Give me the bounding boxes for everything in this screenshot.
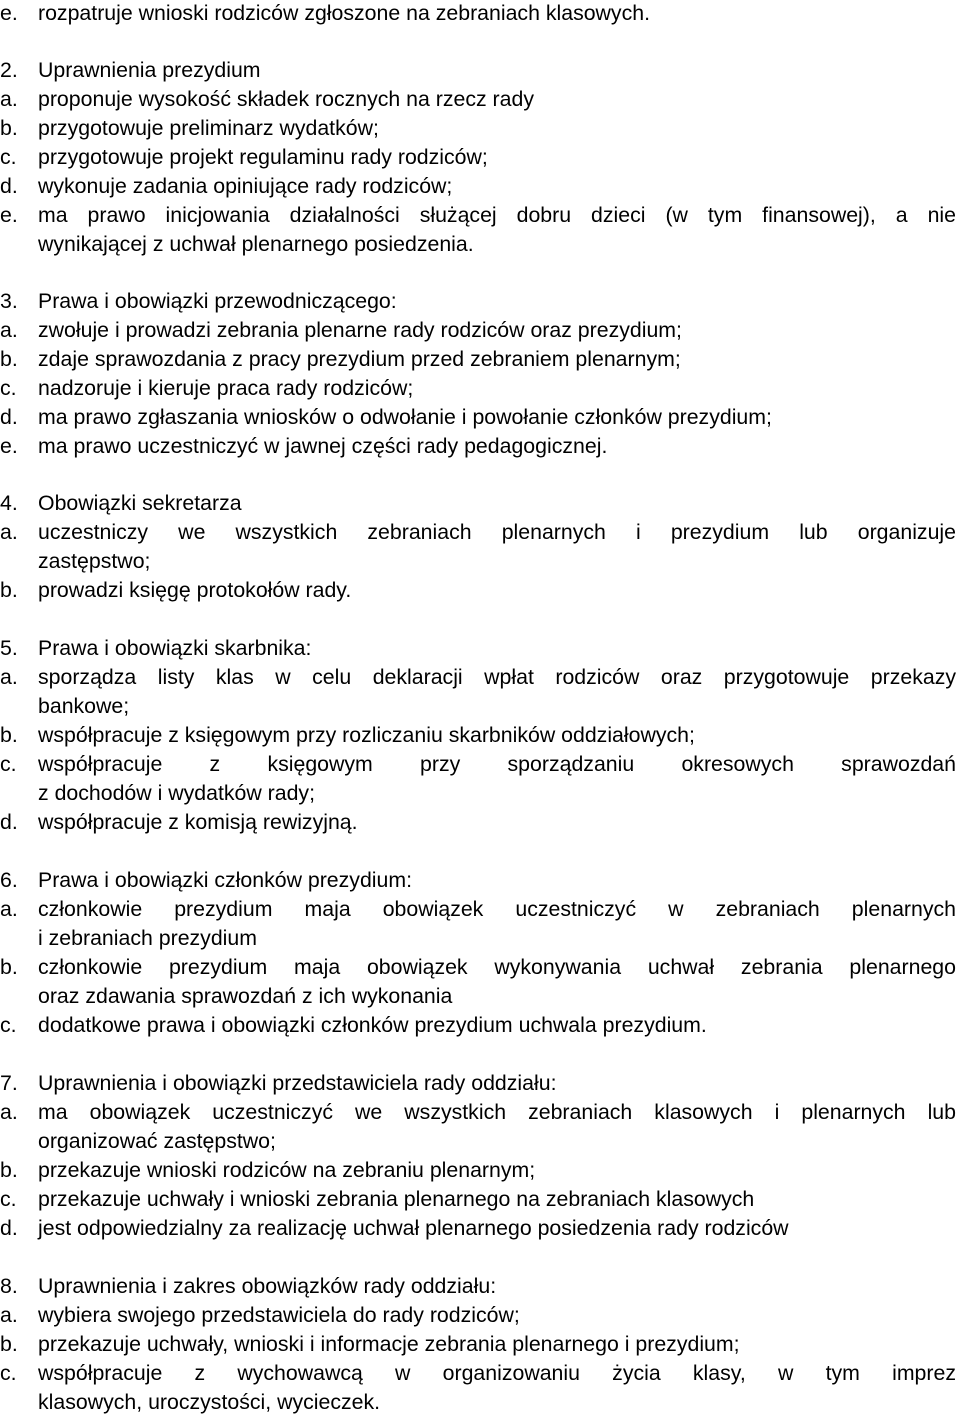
item-text: jest odpowiedzialny za realizację uchwał plenarnego posiedzenia rady rodziców (38, 1216, 789, 1240)
section-heading (0, 56, 960, 85)
item-label: a. (0, 1100, 18, 1124)
item-label: a. (0, 520, 18, 544)
list-item-continuation (0, 547, 960, 576)
list-item (0, 895, 960, 924)
item-label: c. (0, 376, 17, 400)
item-label: c. (0, 752, 17, 776)
list-item (0, 316, 960, 345)
list-item-continuation (0, 1388, 960, 1417)
list-item (0, 201, 960, 230)
item-text: ma prawo inicjowania działalności służącej dobru dzieci (w tym finansowej), a nie (38, 203, 956, 227)
item-label: 4. (0, 491, 18, 515)
item-text: zdaje sprawozdania z pracy prezydium przed zebraniem plenarnym; (38, 347, 681, 371)
item-text: wykonuje zadania opiniujące rady rodziców; (38, 174, 453, 198)
list-item (0, 114, 960, 143)
item-label: e. (0, 434, 18, 458)
list-item-continuation (0, 1127, 960, 1156)
item-label: d. (0, 174, 18, 198)
list-item-continuation (0, 230, 960, 259)
section-heading (0, 1272, 960, 1301)
item-label: a. (0, 897, 18, 921)
item-label: e. (0, 1, 18, 25)
item-label: b. (0, 1332, 18, 1356)
item-text: współpracuje z księgowym przy sporządzaniu okresowych sprawozdań (38, 752, 956, 776)
item-text: przekazuje uchwały i wnioski zebrania plenarnego na zebraniach klasowych (38, 1187, 755, 1211)
list-item (0, 1156, 960, 1185)
list-item (0, 85, 960, 114)
item-text: współpracuje z księgowym przy rozliczaniu skarbników oddziałowych; (38, 723, 695, 747)
item-label: a. (0, 87, 18, 111)
item-text: proponuje wysokość składek rocznych na rzecz rady (38, 87, 534, 111)
item-text: współpracuje z komisją rewizyjną. (38, 810, 358, 834)
list-item (0, 172, 960, 201)
item-label: b. (0, 1158, 18, 1182)
item-text: bankowe; (38, 694, 130, 718)
list-item-continuation (0, 692, 960, 721)
item-label: c. (0, 145, 17, 169)
item-text: przygotowuje projekt regulaminu rady rodziców; (38, 145, 488, 169)
section-heading (0, 489, 960, 518)
item-text: rozpatruje wnioski rodziców zgłoszone na zebraniach klasowych. (38, 1, 650, 25)
item-label: b. (0, 955, 18, 979)
item-text: członkowie prezydium maja obowiązek wykonywania uchwał zebrania plenarnego (38, 955, 956, 979)
item-text: nadzoruje i kieruje praca rady rodziców; (38, 376, 414, 400)
section-heading (0, 634, 960, 663)
list-item (0, 0, 960, 28)
list-item (0, 1098, 960, 1127)
item-text: klasowych, uroczystości, wycieczek. (38, 1390, 381, 1414)
list-item (0, 721, 960, 750)
item-label: a. (0, 1303, 18, 1327)
section-heading (0, 287, 960, 316)
item-label: c. (0, 1361, 17, 1385)
item-text: członkowie prezydium maja obowiązek uczestniczyć w zebraniach plenarnych (38, 897, 956, 921)
list-item (0, 374, 960, 403)
item-text: Prawa i obowiązki przewodniczącego: (38, 289, 397, 313)
section-heading (0, 866, 960, 895)
list-item (0, 1330, 960, 1359)
item-text: przygotowuje preliminarz wydatków; (38, 116, 379, 140)
list-item (0, 403, 960, 432)
item-label: 8. (0, 1274, 18, 1298)
item-text: przekazuje wnioski rodziców na zebraniu plenarnym; (38, 1158, 536, 1182)
item-text: Obowiązki sekretarza (38, 491, 242, 515)
item-text: z dochodów i wydatków rady; (38, 781, 315, 805)
list-item (0, 808, 960, 837)
item-label: 5. (0, 636, 18, 660)
item-text: zwołuje i prowadzi zebrania plenarne rady rodziców oraz prezydium; (38, 318, 682, 342)
item-text: ma obowiązek uczestniczyć we wszystkich zebraniach klasowych i plenarnych lub (38, 1100, 956, 1124)
list-item (0, 345, 960, 374)
item-text: wynikającej z uchwał plenarnego posiedzenia. (38, 232, 474, 256)
section-heading (0, 1069, 960, 1098)
item-text: oraz zdawania sprawozdań z ich wykonania (38, 984, 453, 1008)
item-label: 3. (0, 289, 18, 313)
list-item-continuation (0, 982, 960, 1011)
item-label: a. (0, 665, 18, 689)
item-text: zastępstwo; (38, 549, 151, 573)
item-text: wybiera swojego przedstawiciela do rady rodziców; (38, 1303, 520, 1327)
list-item (0, 953, 960, 982)
item-text: ma prawo zgłaszania wniosków o odwołanie i powołanie członków prezydium; (38, 405, 772, 429)
list-item (0, 1185, 960, 1214)
item-text: organizować zastępstwo; (38, 1129, 276, 1153)
item-text: i zebraniach prezydium (38, 926, 257, 950)
item-label: d. (0, 1216, 18, 1240)
item-text: Uprawnienia i zakres obowiązków rady oddziału: (38, 1274, 497, 1298)
item-label: b. (0, 723, 18, 747)
item-label: a. (0, 318, 18, 342)
item-label: e. (0, 203, 18, 227)
list-item (0, 518, 960, 547)
item-text: ma prawo uczestniczyć w jawnej części rady pedagogicznej. (38, 434, 608, 458)
list-item (0, 750, 960, 779)
item-text: Uprawnienia prezydium (38, 58, 261, 82)
item-text: sporządza listy klas w celu deklaracji wpłat rodziców oraz przygotowuje przekazy (38, 665, 956, 689)
list-item (0, 663, 960, 692)
item-text: współpracuje z wychowawcą w organizowaniu życia klasy, w tym imprez (38, 1361, 956, 1385)
item-text: prowadzi księgę protokołów rady. (38, 578, 352, 602)
list-item (0, 143, 960, 172)
item-label: b. (0, 578, 18, 602)
item-label: 7. (0, 1071, 18, 1095)
item-text: Prawa i obowiązki skarbnika: (38, 636, 312, 660)
item-text: uczestniczy we wszystkich zebraniach plenarnych i prezydium lub organizuje (38, 520, 956, 544)
item-text: Prawa i obowiązki członków prezydium: (38, 868, 413, 892)
item-text: dodatkowe prawa i obowiązki członków prezydium uchwala prezydium. (38, 1013, 707, 1037)
item-label: b. (0, 116, 18, 140)
item-label: d. (0, 810, 18, 834)
item-label: c. (0, 1187, 17, 1211)
list-item (0, 1214, 960, 1243)
list-item (0, 1011, 960, 1040)
list-item (0, 1301, 960, 1330)
list-item-continuation (0, 779, 960, 808)
item-text: przekazuje uchwały, wnioski i informacje zebrania plenarnego i prezydium; (38, 1332, 740, 1356)
list-item-continuation (0, 924, 960, 953)
item-label: b. (0, 347, 18, 371)
item-label: c. (0, 1013, 17, 1037)
item-label: 6. (0, 868, 18, 892)
item-label: 2. (0, 58, 18, 82)
list-item (0, 1359, 960, 1388)
list-item (0, 576, 960, 605)
list-item (0, 432, 960, 461)
item-text: Uprawnienia i obowiązki przedstawiciela rady oddziału: (38, 1071, 557, 1095)
item-label: d. (0, 405, 18, 429)
